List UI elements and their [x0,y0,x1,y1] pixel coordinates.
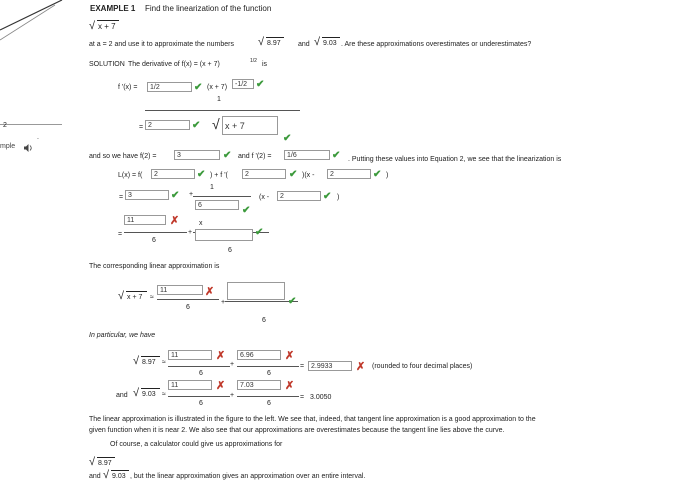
answer-input-696[interactable]: 6.96 [237,350,281,360]
check-icon: ✔ [323,191,332,202]
check-icon: ✔ [197,169,206,180]
cross-icon: ✗ [170,215,180,227]
function-expression: x + 7 [98,22,116,31]
solution-label: SOLUTION [89,61,125,68]
answer-input-six[interactable]: 6 [195,200,239,210]
linearization-lhs: L(x) = f( [118,172,143,179]
answer-input-sqrt[interactable]: x + 7 [222,116,278,135]
answer-input-L-b[interactable]: 2 [242,169,286,179]
conclusion-line-3: Of course, a calculator could give us approximations for [110,441,283,448]
problem-number-1: 8.97 [267,40,281,47]
check-icon: ✔ [255,227,264,238]
check-icon: ✔ [171,190,180,201]
conclusion-line-2: given function when it is near 2. We also see that our approximations are overestimates because the tangent line lies above the curve. [89,427,505,434]
check-icon: ✔ [373,169,382,180]
result-2: 3.0050 [310,394,332,401]
conclusion-line-1: The linear approximation is illustrated in the figure to the left. We see that, indeed, that tangent line approximation is a good approximation to the [89,416,536,423]
answer-input-three[interactable]: 3 [125,190,169,200]
cross-icon: ✗ [216,380,226,392]
answer-input-exponent[interactable]: -1/2 [232,79,254,89]
cross-icon: ✗ [216,350,226,362]
conclusion-last: , but the linear approximation gives an approximation over an entire interval. [130,473,366,480]
answer-input-blank-2[interactable] [227,282,285,300]
answer-input-f2[interactable]: 3 [174,150,220,160]
cross-icon: ✗ [205,286,215,298]
answer-input-L-a[interactable]: 2 [151,169,195,179]
fprime-lhs: f '(x) = [118,84,138,91]
check-icon: ✔ [192,120,201,131]
axis-tick-label: 2 [3,122,7,129]
answer-input-L-c[interactable]: 2 [327,169,371,179]
fraction-bar [145,110,300,111]
problem-text: at a = 2 and use it to approximate the numbers [89,41,234,48]
particular-label: In particular, we have [89,332,156,339]
answer-input-eleven-4[interactable]: 11 [168,380,212,390]
answer-input-eleven-2[interactable]: 11 [157,285,203,295]
answer-input-two-d[interactable]: 2 [277,191,321,201]
check-icon: ✔ [288,296,297,307]
answer-input-fprime2[interactable]: 1/6 [284,150,330,160]
sqrt-expr: x + 7 [127,294,143,301]
example-label: EXAMPLE 1 [90,4,136,13]
answer-input-eleven-3[interactable]: 11 [168,350,212,360]
cross-icon: ✗ [356,361,366,373]
check-icon: ✔ [223,150,232,161]
answer-input-half[interactable]: 1/2 [147,82,192,92]
solution-intro: The derivative of f(x) = (x + 7) [128,61,220,68]
answer-input-eleven[interactable]: 11 [124,215,166,225]
putting-text: . Putting these values into Equation 2, we see that the linearization is [348,156,562,163]
sidebar-example-label: mple [0,143,16,150]
sqrt-symbol: √ [89,20,96,32]
check-icon: ✔ [194,82,203,93]
linear-approx-label: The corresponding linear approximation is [89,263,220,270]
answer-input-two[interactable]: 2 [145,120,190,130]
problem-number-2: 9.03 [323,40,337,47]
check-icon: ✔ [283,133,292,144]
answer-input-703[interactable]: 7.03 [237,380,281,390]
answer-input-result-1[interactable]: 2.9933 [308,361,352,371]
check-icon: ✔ [289,169,298,180]
check-icon: ✔ [242,205,251,216]
check-icon: ✔ [256,79,265,90]
rounded-note: (rounded to four decimal places) [372,363,473,370]
axis-fragment [0,124,62,125]
values-intro: and so we have f(2) = [89,153,157,160]
speaker-icon[interactable] [24,144,33,152]
check-icon: ✔ [332,150,341,161]
cross-icon: ✗ [285,350,295,362]
example-title: Find the linearization of the function [145,4,272,13]
cross-icon: ✗ [285,380,295,392]
answer-input-blank-1[interactable] [195,229,253,241]
tangent-line-graph-fragment [0,0,70,50]
